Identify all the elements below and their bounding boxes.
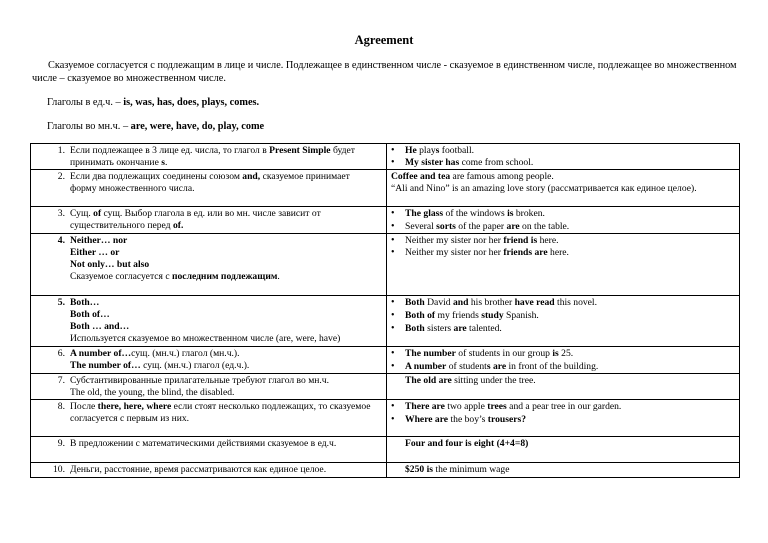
rule-cell: 1. Если подлежащее в 3 лице ед. числа, то глагол в Present Simple будет принимать окончание s. bbox=[31, 144, 387, 170]
example-cell: $250 is the minimum wage bbox=[387, 463, 740, 478]
example-cell bbox=[387, 234, 740, 296]
list-item: • Where are the boy’s trousers? bbox=[405, 414, 735, 426]
table-row bbox=[31, 347, 740, 374]
list-item: • My sister has come from school. bbox=[405, 157, 735, 169]
table-row bbox=[31, 374, 740, 400]
list-item: • There are two apple trees and a pear tree in our garden. bbox=[405, 401, 735, 413]
example-cell: Four and four is eight (4+4=8) bbox=[387, 437, 740, 463]
example-cell bbox=[387, 296, 740, 347]
table-row bbox=[31, 400, 740, 437]
plural-verbs-line: Глаголы во мн.ч. – are, were, have, do, play, come bbox=[47, 121, 265, 132]
list-item: • Both sisters are talented. bbox=[405, 323, 735, 335]
singular-verbs-line: Глаголы в ед.ч. – is, was, has, does, plays, comes. bbox=[47, 97, 260, 108]
example-cell bbox=[387, 144, 740, 170]
rule-cell: 3. Сущ. of сущ. Выбор глагола в ед. или во мн. числе зависит от существительного перед of. bbox=[31, 207, 387, 234]
agreement-rules-table bbox=[30, 143, 740, 478]
list-item: • He plays football. bbox=[405, 145, 735, 157]
list-item: • Both of my friends study Spanish. bbox=[405, 310, 735, 322]
table-row bbox=[31, 207, 740, 234]
rule-cell: 5. Both… Both of… Both … and… Используется сказуемое во множественном числе (are, were, have) bbox=[31, 296, 387, 347]
table-row bbox=[31, 437, 740, 463]
list-item: • Several sorts of the paper are on the table. bbox=[405, 221, 735, 233]
example-cell: Coffee and tea are famous among people. “Ali and Nino” is an amazing love story (рассматривается как единое целое). bbox=[387, 170, 740, 207]
page-title: Agreement bbox=[354, 33, 414, 47]
example-cell bbox=[387, 347, 740, 374]
list-item: • A number of students are in front of the building. bbox=[405, 361, 735, 373]
example-cell bbox=[387, 400, 740, 437]
rule-cell: 4. Neither… nor Either … or Not only… but also Сказуемое согласуется с последним подлежащим. bbox=[31, 234, 387, 296]
intro-paragraph: Сказуемое согласуется с подлежащим в лице и числе. Подлежащее в единственном числе - сказуемое в единственном числе, подлежащее во множественном числе – сказуемое во множественном числе. bbox=[32, 60, 737, 84]
rule-cell: 9. В предложении с математическими действиями сказуемое в ед.ч. bbox=[31, 437, 387, 463]
list-item: • Both David and his brother have read this novel. bbox=[405, 297, 735, 309]
list-item: • The number of students in our group is 25. bbox=[405, 348, 735, 360]
example-cell bbox=[387, 207, 740, 234]
rule-cell: 6. A number of…сущ. (мн.ч.) глагол (мн.ч.). The number of… сущ. (мн.ч.) глагол (ед.ч.). bbox=[31, 347, 387, 374]
table-row bbox=[31, 170, 740, 207]
table-row bbox=[31, 144, 740, 170]
rule-cell: 7. Субстантивированные прилагательные требуют глагол во мн.ч. The old, the young, the blind, the disabled. bbox=[31, 374, 387, 400]
list-item: • The glass of the windows is broken. bbox=[405, 208, 735, 220]
list-item: • Neither my sister nor her friend is here. bbox=[405, 235, 735, 247]
rule-cell: 8. После there, here, where если стоят несколько подлежащих, то сказуемое согласуется с первым из них. bbox=[31, 400, 387, 437]
table-row bbox=[31, 463, 740, 478]
example-cell: The old are sitting under the tree. bbox=[387, 374, 740, 400]
rule-cell: 2. Если два подлежащих соединены союзом and, сказуемое принимает форму множественного числа. bbox=[31, 170, 387, 207]
list-item: • Neither my sister nor her friends are here. bbox=[405, 247, 735, 259]
table-row bbox=[31, 296, 740, 347]
rule-cell: 10. Деньги, расстояние, время рассматриваются как единое целое. bbox=[31, 463, 387, 478]
table-row bbox=[31, 234, 740, 296]
